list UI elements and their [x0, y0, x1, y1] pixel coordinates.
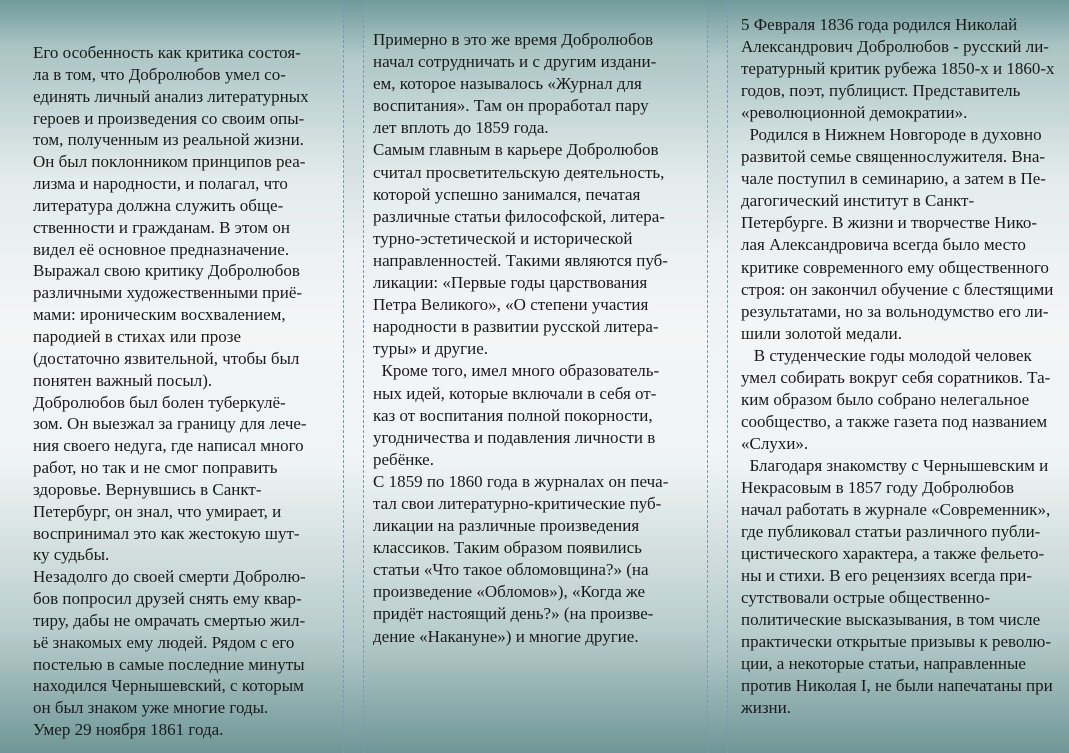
text-line: шили золотой медали. — [741, 323, 902, 343]
text-line: том, полученным из реальной жизни. — [33, 130, 304, 150]
text-line: начал сотрудничать и с другим издани- — [373, 52, 657, 72]
text-line: литература должна служить обще- — [33, 195, 284, 215]
text-line: бов попросил друзей снять ему квар- — [33, 589, 302, 609]
text-line: Некрасовым в 1857 году Добролюбов — [741, 477, 1014, 497]
text-line: Петербург, он знал, что умирает, и — [33, 501, 282, 521]
text-line: считал просветительскую деятельность, — [373, 162, 665, 182]
text-line: которой успешно занимался, печатая — [373, 184, 641, 204]
text-line: мами: ироническим восхвалением, — [33, 305, 286, 325]
text-line: лизма и народности, и полагал, что — [33, 174, 288, 194]
text-line: дение «Накануне») и многие другие. — [373, 626, 639, 646]
text-line: ребёнке. — [373, 449, 434, 469]
text-line: Примерно в это же время Добролюбов — [373, 30, 654, 49]
text-line: Александрович Добролюбов - русский ли- — [741, 37, 1049, 57]
text-line: различными художественными приё- — [33, 283, 303, 303]
fold-line — [343, 0, 344, 753]
text-line: тиру, дабы не омрачать смертью жил- — [33, 610, 306, 630]
text-line: Выражал свою критику Добролюбов — [33, 261, 300, 281]
text-line: зом. Он выезжал за границу для лече- — [33, 414, 307, 434]
text-line: Его особенность как критика состоя- — [33, 43, 301, 62]
text-line: направленностей. Такими являются пуб- — [373, 250, 668, 270]
text-line: он был знаком уже многие годы. — [33, 698, 269, 718]
text-line: политические высказывания, в том числе — [741, 610, 1041, 630]
text-line: героев и произведения со своим опы- — [33, 108, 305, 128]
text-line: Благодаря знакомству с Чернышевским и — [741, 455, 1049, 475]
text-line: Петра Великого», «О степени участия — [373, 295, 649, 315]
text-line: практически открытые призывы к револю- — [741, 632, 1052, 652]
text-line: «революционной демократии». — [741, 103, 968, 123]
text-line: развитой семье священнослужителя. Вна- — [741, 147, 1046, 167]
text-line: Добролюбов был болен туберкулё- — [33, 392, 286, 412]
text-line: ла в том, что Добролюбов умел со- — [33, 64, 286, 84]
text-line: чале поступил в семинарию, а затем в Пе- — [741, 169, 1046, 189]
text-line: Он был поклонником принципов реа- — [33, 152, 306, 172]
right-column-text — [741, 14, 1055, 720]
text-line: ции, а некоторые статьи, направленные — [741, 654, 1026, 674]
text-line: воспитания». Там он проработал пару — [373, 96, 649, 116]
text-line: находился Чернышевский, с которым — [33, 676, 304, 696]
text-line: ния своего недуга, где написал много — [33, 436, 304, 456]
text-line: здоровье. Вернувшись в Санкт- — [33, 479, 262, 499]
text-line: сутствовали острые общественно- — [741, 588, 991, 608]
text-line: ку судьбы. — [33, 545, 110, 565]
text-line: понятен важный посыл). — [33, 370, 213, 390]
text-line: дагогический институт в Санкт- — [741, 191, 975, 211]
text-line: Умер 29 ноября 1861 года. — [33, 720, 224, 740]
text-line: сообщество, а также газета под названием — [741, 411, 1048, 431]
text-line: постелью в самые последние минуты — [33, 654, 305, 674]
text-line: единять личный анализ литературных — [33, 86, 309, 106]
text-line: Незадолго до своей смерти Добролю- — [33, 567, 306, 587]
text-line: различные статьи философской, литера- — [373, 206, 665, 226]
text-line: ким образом было собрано нелегальное — [741, 389, 1030, 409]
text-line: (достаточно язвительной, чтобы был — [33, 348, 300, 368]
text-line: лая Александровича всегда было место — [741, 235, 1026, 255]
text-line: ликации на различные произведения — [373, 516, 640, 536]
text-line: пародией в стихах или прозе — [33, 326, 242, 346]
text-line: тал свои литературно-критические пуб- — [373, 493, 662, 513]
text-line: ны и стихи. В его рецензиях всегда при- — [741, 566, 1033, 586]
middle-column-text — [373, 29, 668, 648]
text-line: Родился в Нижнем Новгороде в духовно — [741, 125, 1042, 145]
text-line: тературный критик рубежа 1850-х и 1860-х — [741, 59, 1055, 79]
text-line: умел собирать вокруг себя соратников. Та- — [741, 367, 1051, 387]
left-column-text — [33, 42, 309, 741]
text-line: результатами, но за вольнодумство его ли- — [741, 301, 1049, 321]
text-line: С 1859 по 1860 года в журналах он печа- — [373, 471, 669, 491]
text-line: угодничества и подавления личности в — [373, 427, 656, 447]
text-line: жизни. — [741, 698, 792, 718]
text-line: строя: он закончил обучение с блестящими — [741, 279, 1054, 299]
text-line: Самым главным в карьере Добролюбов — [373, 140, 659, 160]
text-line: воспринимал это как жестокую шут- — [33, 523, 300, 543]
text-line: работ, но так и не смог поправить — [33, 458, 278, 478]
text-line: произведение «Обломов»), «Когда же — [373, 582, 646, 602]
text-line: каз от воспитания полной покорности, — [373, 405, 653, 425]
text-line: ных идей, которые включали в себя от- — [373, 383, 657, 403]
text-line: турно-эстетической и исторической — [373, 228, 633, 248]
text-line: ственности и гражданам. В этом он — [33, 217, 290, 237]
text-line: годов, поэт, публицист. Представитель — [741, 81, 1021, 101]
panel-gap-left — [343, 0, 363, 753]
text-line: видел её основное предназначение. — [33, 239, 290, 259]
text-line: туры» и другие. — [373, 339, 489, 359]
text-line: «Слухи». — [741, 433, 809, 453]
text-line: Петербурге. В жизни и творчестве Нико- — [741, 213, 1038, 233]
text-line: ем, которое называлось «Журнал для — [373, 74, 642, 94]
panel-gap-right — [707, 0, 727, 753]
text-line: народности в развитии русской литера- — [373, 317, 659, 337]
fold-line — [707, 0, 708, 753]
text-line: критике современного ему общественного — [741, 257, 1049, 277]
text-line: 5 Февраля 1836 года родился Николай — [741, 15, 1018, 34]
text-line: где публиковал статьи различного публи- — [741, 522, 1041, 542]
text-line: ьё знакомых ему людей. Рядом с его — [33, 632, 295, 652]
text-line: статьи «Что такое обломовщина?» (на — [373, 560, 649, 580]
text-line: ликации: «Первые годы царствования — [373, 273, 648, 293]
text-line: классиков. Таким образом появились — [373, 538, 642, 558]
text-line: придёт настоящий день?» (на произве- — [373, 604, 654, 624]
text-line: лет вплоть до 1859 года. — [373, 118, 549, 138]
fold-line — [727, 0, 728, 753]
text-line: против Николая I, не были напечатаны при — [741, 676, 1053, 696]
text-line: цистического характера, а также фельето- — [741, 544, 1045, 564]
text-line: начал работать в журнале «Современник», — [741, 500, 1051, 520]
text-line: Кроме того, имел много образователь- — [373, 361, 660, 381]
text-line: В студенческие годы молодой человек — [741, 345, 1032, 365]
fold-line — [363, 0, 364, 753]
